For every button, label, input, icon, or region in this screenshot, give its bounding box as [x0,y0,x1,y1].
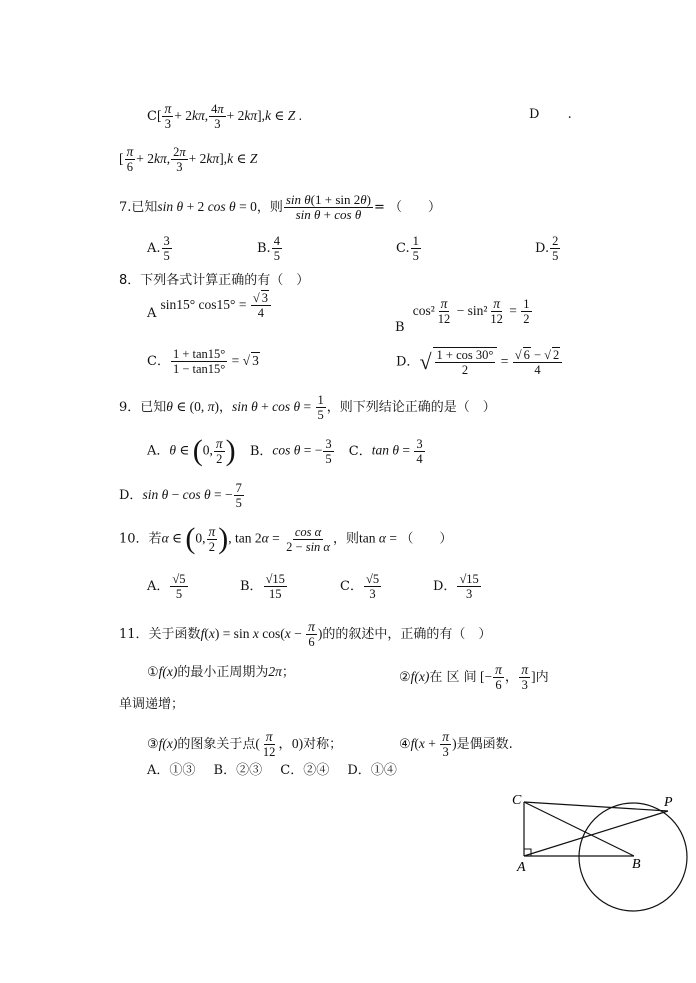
q11-choice-d-value: ①④ [370,763,397,778]
q11-s3-func: f(x) [158,736,178,751]
q7-d-den: 5 [552,249,559,263]
q6-option-d [529,106,572,124]
q11-s2-text: 在 区 间 [429,670,477,685]
label-b: B [632,857,641,872]
q7-mid: ，则 [256,200,283,215]
q7-tail: = （ ） [373,200,442,215]
q8-a-label: A [147,306,157,321]
q11-choice-d-label: D． [347,763,371,778]
q7-number: 7. [119,200,132,215]
q11-prefix: 关于函数 [148,627,201,642]
label-p: P [664,795,673,810]
q9-option-d: D．sin θ − cos θ = − $\frac{7}{5}$ [119,481,242,510]
q9-prefix: 已知 [140,400,167,415]
q8-stem: 8．下列各式计算正确的有（ ） [119,273,310,288]
q11-choice-c-value: ②④ [303,763,330,778]
q8-c-label: C． [147,354,170,369]
q10-a-label: A． [147,579,170,594]
q10-option-b [240,572,288,601]
q11-tail: 的的叙述中，正确的有（ ） [322,627,492,642]
q8-option-d: D．√ $\frac{1 + \cos 30^\circ}{2}$ = $\frac{√ 6 - √ 2}{4}$ [396,347,563,377]
geometry-figure [505,785,696,920]
q11-s2-end: 内 [535,670,549,685]
segment-cb [524,802,634,856]
q7-c-label: C. [396,241,410,256]
q11-statement-3: ③f(x)的图象关于点( $\frac{\pi}{12}$ ，0)对称； [147,729,343,759]
q11-s3-text: 的图象关于点 [177,737,256,752]
q11-s2-func: f(x) [410,669,430,684]
q10-b-num: √15 [265,572,285,586]
q6-option-d-formula: [ $\frac{\pi}{6}$ + 2kπ, $\frac{2\pi}{3}$ + 2kπ],k ∈ Z [119,144,258,174]
q9-a-label: A． [147,443,170,459]
q7-option-b [257,234,283,263]
q7-a-num: 3 [163,234,170,248]
q11-s4-text: 是偶函数. [456,737,513,752]
q10-c-num: √5 [365,572,380,586]
q9-tail: ，则下列结论正确的是（ ） [326,400,496,415]
q8-option-b: B cos² $\frac{\pi}{12}$ − sin² $\frac{\pi}{12}$ = $\frac{1}{2}$ [395,296,530,335]
q10-a-den: 5 [175,587,183,601]
label-c: C [512,793,522,808]
q7-b-den: 5 [273,249,280,263]
q11-s1-period: 2π [268,664,282,679]
q7-c-num: 1 [412,234,419,248]
q11-choice-c-label: C． [280,763,304,778]
q8-option-c: C． $\frac{1 + \tan 15^\circ}{1 - \tan 15^\circ}$ = √ 3 [147,347,259,376]
q11-statement-2-cont: 单调递增； [119,697,185,712]
q7-d-label: D. [535,241,550,256]
q7-c-den: 5 [412,249,419,263]
q11-statement-2: ②f(x)在 区 间 [− $\frac{\pi}{6}$ ， $\frac{\pi}{3}$ ]内 [399,662,549,692]
label-a: A [517,860,526,875]
q11-s1-end: ； [281,665,295,680]
q6-option-c: C[ $\frac{\pi}{3}$ + 2kπ, $\frac{4\pi}{3}$ + 2kπ],k ∈ Z . [147,101,303,131]
q10-option-d [433,572,482,601]
q11-choice-a-label: A． [147,763,170,778]
q9-sep: ， [218,400,232,415]
q11-choices [147,762,397,780]
q10-d-label: D． [433,579,457,594]
q7-stem: 7.已知sin θ + 2 cos θ = 0，则 $\frac{\text{sin θ(1 + sin 2θ)}}{\text{sin θ + cos θ}}$ = （ ） [119,192,442,222]
q11-s1-func: f(x) [158,664,178,679]
q7-option-c [396,234,422,263]
q11-statement-4: ④f(x + $\frac{\pi}{3}$ )是偶函数. [399,729,513,759]
q10-b-den: 15 [269,587,282,601]
q10-a-num: √5 [172,572,186,586]
q6-d-dot: . [567,107,572,122]
q11-choice-b-label: B． [213,763,237,778]
q10-option-c [340,572,382,601]
q10-d-num: √15 [459,572,479,586]
q9-b-label: B． [249,443,273,459]
q11-statement-1 [147,663,295,682]
q7-b-num: 4 [273,234,280,248]
q11-choice-a-value: ①③ [169,763,196,778]
q10-c-label: C． [340,579,363,594]
q11-choice-b-value: ②③ [236,763,263,778]
q10-d-den: 3 [466,587,473,601]
q10-prefix: 若 [148,531,162,547]
q11-stem: 11．关于函数f(x) = sin x cos(x − $\frac{\pi}{6}$ )的的叙述中，正确的有（ ） [119,619,492,649]
q9-c-label: C． [348,443,372,459]
q10-stem: 10．若α ∈ (0, $\frac{\pi}{2}$ ), tan 2α = $\frac{\text{cos α}}{\text{2 − sin α}}$ ，则tan α = （ ） [119,522,453,555]
q9-d-label: D． [119,488,143,503]
q10-tail: ，则 [332,531,359,547]
q11-s2-mark: ② [399,670,411,685]
q7-d-num: 2 [552,234,559,248]
segment-cp [524,802,668,811]
q8-d-label: D． [396,354,420,370]
q6-d-label: D [529,107,540,122]
q10-option-a [147,572,189,601]
q7-prefix: 已知 [131,200,158,215]
q11-s3-mark: ③ [147,737,159,752]
q11-s3-end: 对称； [303,737,343,752]
q10-number: 10． [119,531,149,547]
q8-b-label: B [395,320,405,335]
q10-c-den: 3 [369,587,376,601]
q11-s1-mark: ① [147,665,159,680]
q9-options-row: A．θ ∈ (0, $\frac{\pi}{2}$ ) B．cos θ = − $\frac{3}{5}$ C．tan θ = $\frac{3}{4}$ [147,434,423,467]
q7-a-label: A. [147,241,161,256]
q8-option-a: A sin15° cos15° = $\frac{√ 3}{4}$ [147,299,272,328]
q9-number: 9． [119,400,141,415]
q11-s4-mark: ④ [399,737,411,752]
q9-stem: 9．已知θ ∈ (0, π)，sin θ + cos θ = $\frac{1}{5}$ ，则下列结论正确的是（ ） [119,393,496,422]
q11-s1-text: 的最小正周期为 [177,665,269,680]
q7-a-den: 5 [163,249,170,263]
q7-b-label: B. [257,241,271,256]
q7-option-a [147,234,173,263]
q6-c-label: C [147,109,157,124]
q10-b-label: B． [240,579,263,594]
q11-number: 11． [119,627,149,642]
q7-option-d [535,234,561,263]
